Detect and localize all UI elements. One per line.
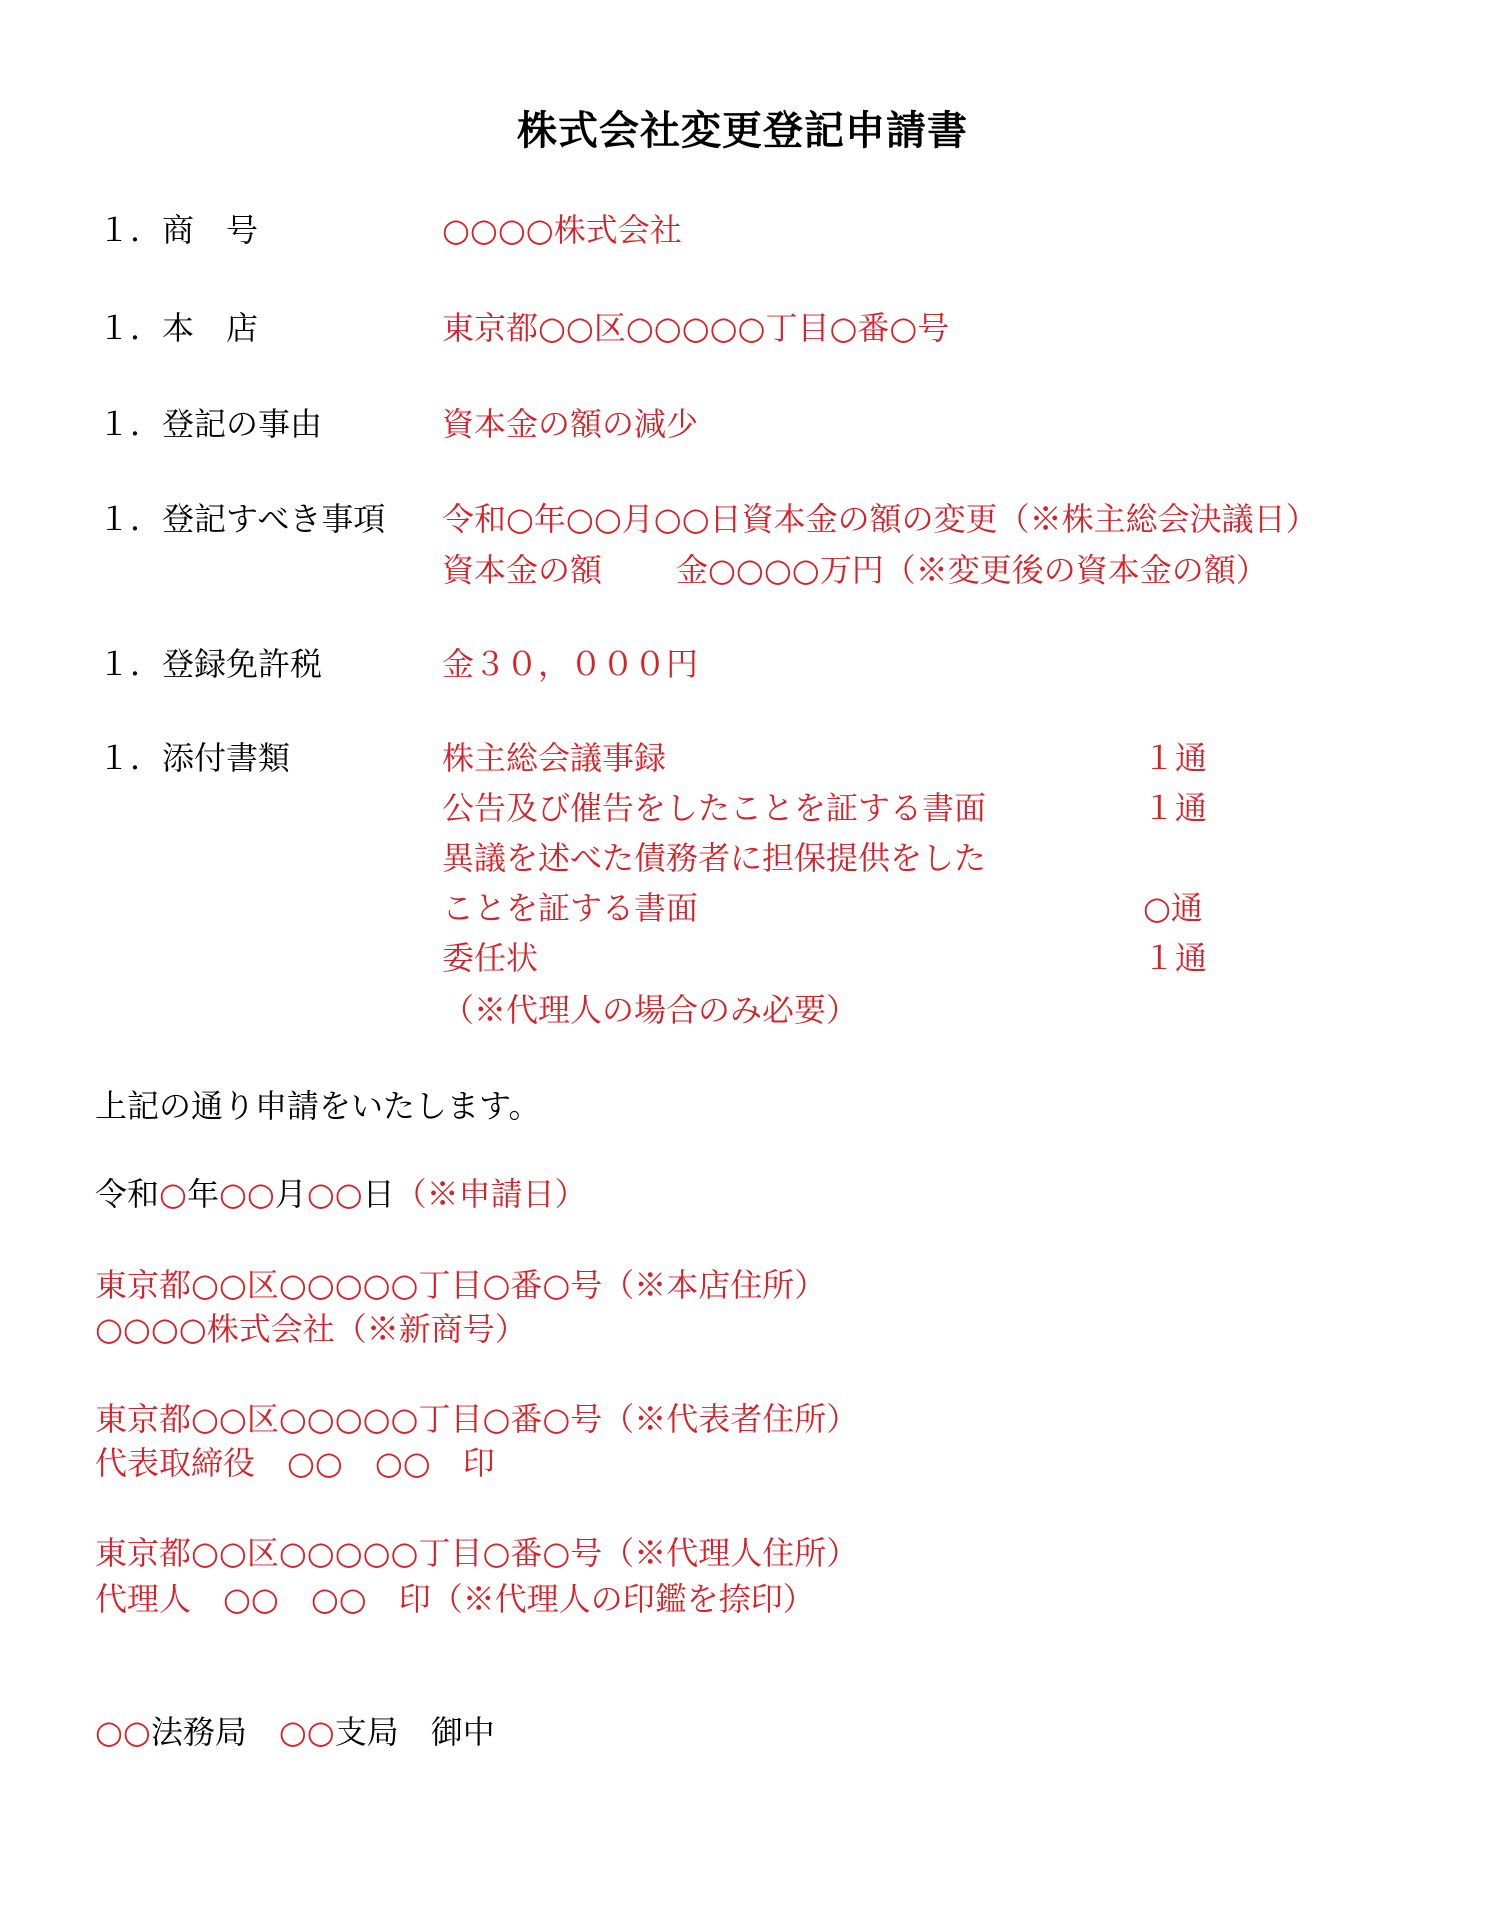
attachment-count: １通 [1143, 939, 1208, 977]
attachment-row [0, 838, 1485, 878]
date-year: ○ [159, 1175, 187, 1213]
field-trade-name [0, 210, 1485, 250]
date-year-unit: 年 [186, 1175, 219, 1213]
bureau-name: ○○ [95, 1713, 151, 1751]
field-value: ○○○○株式会社 [442, 211, 682, 249]
attachment-name: ことを証する書面 [442, 889, 699, 927]
attachment-note-text: （※代理人の場合のみ必要） [442, 991, 859, 1029]
representative-signature-text: 代表取締役 ○○ ○○ 印 [95, 1444, 495, 1482]
addressee [0, 1712, 1485, 1752]
attachment-name: 公告及び催告をしたことを証する書面 [442, 789, 987, 827]
statement-text: 上記の通り申請をいたします。 [95, 1087, 541, 1125]
attachment-count: ○通 [1143, 889, 1203, 927]
company-name-text: ○○○○株式会社（※新商号） [95, 1310, 527, 1348]
date-day: ○○ [306, 1175, 363, 1213]
agent-address-text: 東京都○○区○○○○○丁目○番○号（※代理人住所） [95, 1534, 859, 1572]
representative-address [0, 1399, 1485, 1439]
date-note: （※申請日） [394, 1175, 587, 1213]
field-registration-reason [0, 404, 1485, 444]
application-statement [0, 1086, 1485, 1126]
field-label: １．登録免許税 [98, 645, 323, 683]
field-value: 金３０，０００円 [442, 645, 699, 683]
attachment-name: 異議を述べた債務者に担保提供をした [442, 839, 987, 877]
field-label: １．本 店 [98, 309, 259, 347]
attachment-count: １通 [1143, 789, 1208, 827]
document-title: 株式会社変更登記申請書 [517, 107, 968, 154]
field-label: １．登記の事由 [98, 405, 323, 443]
field-value: 令和○年○○月○○日資本金の額の変更（※株主総会決議日） [442, 500, 1318, 538]
date-text [95, 1174, 587, 1214]
field-label: １．商 号 [98, 211, 259, 249]
application-date [0, 1174, 1485, 1214]
representative-address-text: 東京都○○区○○○○○丁目○番○号（※代表者住所） [95, 1400, 859, 1438]
representative-signature [0, 1443, 1485, 1483]
company-name [0, 1309, 1485, 1349]
attachment-row [0, 938, 1485, 978]
capital-value: 金○○○○万円（※変更後の資本金の額） [676, 551, 1268, 589]
salutation: 御中 [430, 1713, 495, 1751]
company-address [0, 1265, 1485, 1305]
agent-address [0, 1533, 1485, 1573]
branch-suffix: 支局 [334, 1713, 399, 1751]
attachment-row [0, 888, 1485, 928]
agent-signature-text: 代理人 ○○ ○○ 印（※代理人の印鑑を捺印） [95, 1580, 815, 1618]
agent-signature [0, 1579, 1485, 1619]
field-head-office [0, 308, 1485, 348]
attachment-note [0, 990, 1485, 1030]
field-value: 資本金の額の減少 [442, 405, 699, 443]
attachment-row [0, 738, 1485, 778]
bureau-suffix: 法務局 [150, 1713, 247, 1751]
field-registration-matters-capital [0, 550, 1485, 590]
attachment-count: １通 [1143, 739, 1208, 777]
date-month-unit: 月 [274, 1175, 307, 1213]
field-value: 東京都○○区○○○○○丁目○番○号 [442, 309, 950, 347]
addressee-text [95, 1712, 495, 1752]
attachment-row [0, 788, 1485, 828]
attachment-name: 委任状 [442, 939, 539, 977]
field-registration-matters [0, 499, 1485, 539]
capital-item: 資本金の額 [442, 551, 603, 589]
field-registration-tax [0, 644, 1485, 684]
date-month: ○○ [218, 1175, 275, 1213]
attachment-name: 株主総会議事録 [442, 739, 667, 777]
field-label: １．登記すべき事項 [98, 500, 386, 538]
date-day-unit: 日 [362, 1175, 395, 1213]
branch-name: ○○ [278, 1713, 335, 1751]
date-era: 令和 [95, 1175, 160, 1213]
company-address-text: 東京都○○区○○○○○丁目○番○号（※本店住所） [95, 1266, 827, 1304]
field-label: １．添付書類 [98, 739, 291, 777]
